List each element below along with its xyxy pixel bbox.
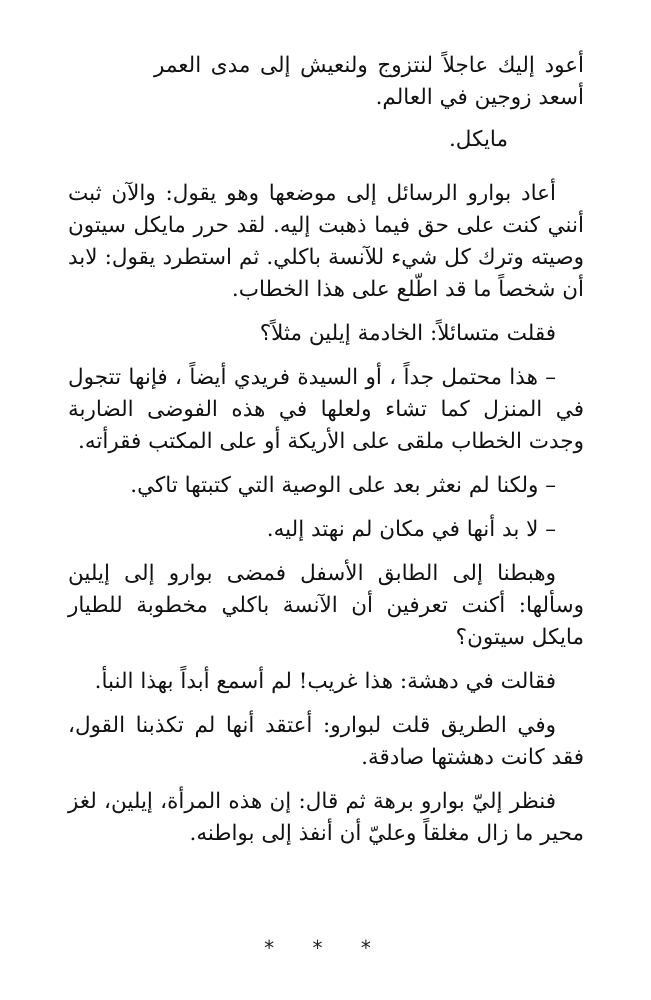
paragraph-ellen-surprise: فقالت في دهشة: هذا غريب! لم أسمع أبداً بهذا النبأ. [94,669,556,694]
letter-signature: مايكل. [448,127,508,152]
paragraph-maid-question: فقلت متسائلاً: الخادمة إيلين مثلاً؟ [259,321,556,346]
paragraph-ellen-mystery: فنظر إليّ بوارو برهة ثم قال: إن هذه المرأة، إيلين، لغز محير ما زال مغلقاً وعليّ أن أنفذ إلى بواطنه. [68,789,584,846]
book-page [68,50,584,850]
letter-closing-line: أعود إليك عاجلاً لنتزوج ولنعيش إلى مدى العمر أسعد زوجين في العالم. [154,53,584,110]
section-separator: * * * [264,936,387,960]
paragraph-poirot-letters: أعاد بوارو الرسائل إلى موضعها وهو يقول: والآن ثبت أنني كنت على حق فيما ذهبت إليه. لقد حرر مايكل سيتون وصيته وترك كل شيء للآنسة باكلي. ثم استطرد يقول: لابد أن شخصاً ما قد اطّلع على هذا الخطاب. [68,181,584,302]
paragraph-will-hidden: – لا بد أنها في مكان لم نهتد إليه. [266,517,556,542]
paragraph-ask-ellen: وهبطنا إلى الطابق الأسفل فمضى بوارو إلى إيلين وسألها: أكنت تعرفين أن الآنسة باكلي مخطوبة للطيار مايكل سيتون؟ [68,561,584,650]
paragraph-on-the-road: وفي الطريق قلت لبوارو: أعتقد أنها لم تكذبنا القول، فقد كانت دهشتها صادقة. [68,713,584,770]
paragraph-freddie-possibility: – هذا محتمل جداً ، أو السيدة فريدي أيضاً ، فإنها تتجول في المنزل كما تشاء ولعلها في هذه الفوضى الضاربة وجدت الخطاب ملقى على الأريكة أو على المكتب فقرأته. [68,365,584,454]
paragraph-will-not-found: – ولكنا لم نعثر بعد على الوصية التي كتبتها تاكي. [130,473,556,498]
